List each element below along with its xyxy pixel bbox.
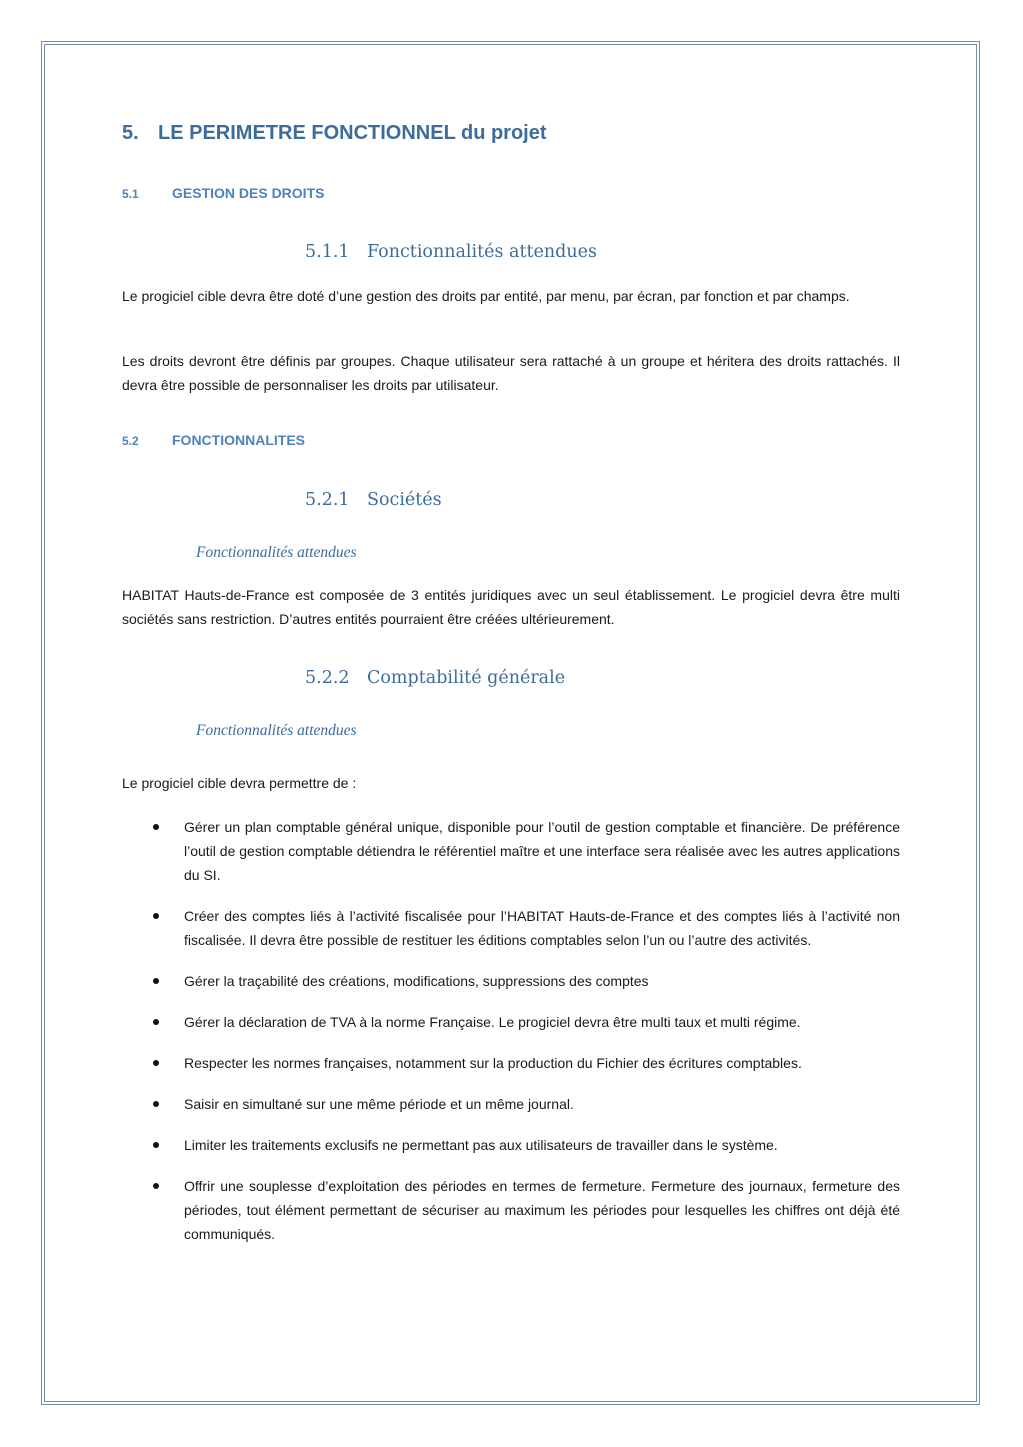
bullet-icon (153, 1019, 159, 1025)
subsection-title: GESTION DES DROITS (172, 185, 325, 201)
subsection-title: FONCTIONNALITES (172, 432, 305, 448)
subsection-number: 5.2 (122, 434, 139, 448)
list-item-text: Offrir une souplesse d’exploitation des périodes en termes de fermeture. Fermeture des journaux, fermeture des périodes, tout élément permettant de sécuriser au maximum les périodes pour lesquelles les chiffres ont déjà été communiqués. (184, 1178, 900, 1242)
heading-5-1-1 (305, 242, 597, 262)
bullet-icon (153, 913, 159, 919)
list-item-text: Gérer un plan comptable général unique, disponible pour l’outil de gestion comptable et financière. De préférence l’outil de gestion comptable détiendra le référentiel maître et une interface sera réalisée avec les autres applications du SI. (184, 819, 900, 883)
bullet-list (150, 815, 900, 1263)
bullet-icon (153, 978, 159, 984)
heading-5-2-1 (305, 490, 442, 510)
list-item (150, 969, 900, 993)
list-item (150, 1092, 900, 1116)
list-item-text: Limiter les traitements exclusifs ne permettant pas aux utilisateurs de travailler dans le système. (184, 1137, 778, 1153)
list-item-text: Gérer la traçabilité des créations, modifications, suppressions des comptes (184, 973, 649, 989)
list-item-text: Créer des comptes liés à l’activité fiscalisée pour l’HABITAT Hauts-de-France et des comptes liés à l’activité non fiscalisée. Il devra être possible de restituer les éditions comptables selon l’un ou l’autre des activités. (184, 908, 900, 948)
paragraph: Le progiciel cible devra être doté d’une gestion des droits par entité, par menu, par écran, par fonction et par champs. (122, 288, 850, 304)
paragraph: Les droits devront être définis par groupes. Chaque utilisateur sera rattaché à un groupe et héritera des droits rattachés. Il devra être possible de personnaliser les droits par utilisateur. (122, 353, 900, 393)
bullet-icon (153, 824, 159, 830)
section-title: LE PERIMETRE FONCTIONNEL du projet (158, 122, 547, 144)
bullet-icon (153, 1142, 159, 1148)
heading-number: 5.2.2 (305, 668, 350, 688)
list-item (150, 1051, 900, 1075)
bullet-icon (153, 1101, 159, 1107)
heading-title: Sociétés (367, 490, 442, 510)
heading-5-2-2 (305, 668, 565, 688)
section-heading (122, 122, 547, 145)
subsection-heading-5-2 (122, 432, 305, 448)
list-item (150, 1010, 900, 1034)
list-item-text: Gérer la déclaration de TVA à la norme Française. Le progiciel devra être multi taux et multi régime. (184, 1014, 801, 1030)
heading-title: Comptabilité générale (367, 668, 566, 688)
subheading-fonctionnalites: Fonctionnalités attendues (196, 722, 357, 739)
intro-paragraph: Le progiciel cible devra permettre de : (122, 775, 357, 791)
subheading-fonctionnalites: Fonctionnalités attendues (196, 544, 357, 561)
subsection-number: 5.1 (122, 187, 139, 201)
list-item (150, 1133, 900, 1157)
list-item (150, 1174, 900, 1246)
paragraph: HABITAT Hauts-de-France est composée de 3 entités juridiques avec un seul établissement. Le progiciel devra être multi sociétés sans restriction. D’autres entités pourraient être créées ultérieurement. (122, 587, 900, 627)
heading-number: 5.1.1 (305, 242, 350, 262)
heading-number: 5.2.1 (305, 490, 350, 510)
list-item (150, 815, 900, 887)
bullet-icon (153, 1060, 159, 1066)
list-item-text: Saisir en simultané sur une même période et un même journal. (184, 1096, 574, 1112)
section-number: 5. (122, 122, 139, 144)
list-item-text: Respecter les normes françaises, notamment sur la production du Fichier des écritures comptables. (184, 1055, 802, 1071)
list-item (150, 904, 900, 952)
bullet-icon (153, 1183, 159, 1189)
heading-title: Fonctionnalités attendues (367, 242, 597, 262)
subsection-heading-5-1 (122, 185, 324, 201)
